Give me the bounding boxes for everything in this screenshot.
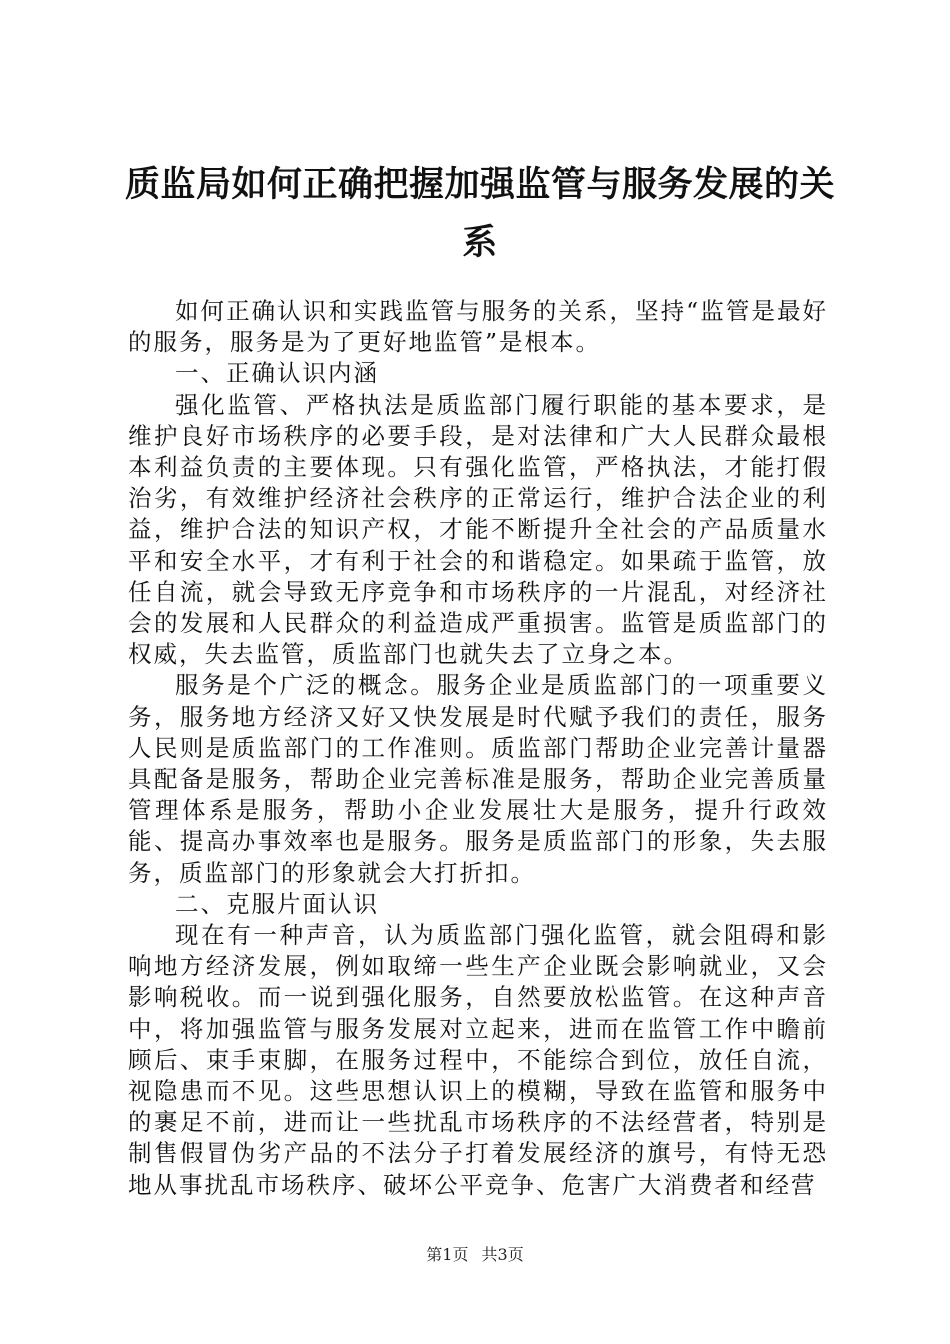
section1-paragraph-1: 强化监管、严格执法是质监部门履行职能的基本要求，是维护良好市场秩序的必要手段，是对法律和广大人民群众最根本利益负责的主要体现。只有强化监管，严格执法，才能打假治劣，有效维护经济社会秩序的正常运行，维护合法企业的利益，维护合法的知识产权，才能不断提升全社会的产品质量水平和安全水平，才有利于社会的和谐稳定。如果疏于监管，放任自流，就会导致无序竞争和市场秩序的一片混乱，对经济社会的发展和人民群众的利益造成严重损害。监管是质监部门的权威，失去监管，质监部门也就失去了立身之本。	[128, 390, 828, 669]
section2-paragraph-1: 现在有一种声音，认为质监部门强化监管，就会阻碍和影响地方经济发展，例如取缔一些生产企业既会影响就业，又会影响税收。而一说到强化服务，自然要放松监管。在这种声音中，将加强监管与服务发展对立起来，进而在监管工作中瞻前顾后、束手束脚，在服务过程中，不能综合到位，放任自流，视隐患而不见。这些思想认识上的模糊，导致在监管和服务中的裹足不前，进而让一些扰乱市场秩序的不法经营者，特别是制售假冒伪劣产品的不法分子打着发展经济的旗号，有恃无恐地从事扰乱市场秩序、破坏公平竞争、危害广大消费者和经营	[128, 921, 828, 1199]
page-total: 共3页	[481, 1245, 524, 1264]
document-body	[128, 296, 828, 1201]
page-number: 第1页	[426, 1245, 469, 1264]
section-heading-1: 一、正确认识内涵	[175, 359, 379, 388]
page-footer	[0, 1244, 950, 1266]
section-heading-2: 二、克服片面认识	[175, 889, 379, 918]
intro-paragraph: 如何正确认识和实践监管与服务的关系，坚持“监管是最好的服务，服务是为了更好地监管”是根本。	[128, 297, 828, 357]
section1-paragraph-2: 服务是个广泛的概念。服务企业是质监部门的一项重要义务，服务地方经济又好又快发展是时代赋予我们的责任，服务人民则是质监部门的工作准则。质监部门帮助企业完善计量器具配备是服务，帮助企业完善标准是服务，帮助企业完善质量管理体系是服务，帮助小企业发展壮大是服务，提升行政效能、提高办事效率也是服务。服务是质监部门的形象，失去服务，质监部门的形象就会大打折扣。	[128, 671, 828, 887]
document-title: 质监局如何正确把握加强监管与服务发展的关系	[124, 165, 835, 263]
